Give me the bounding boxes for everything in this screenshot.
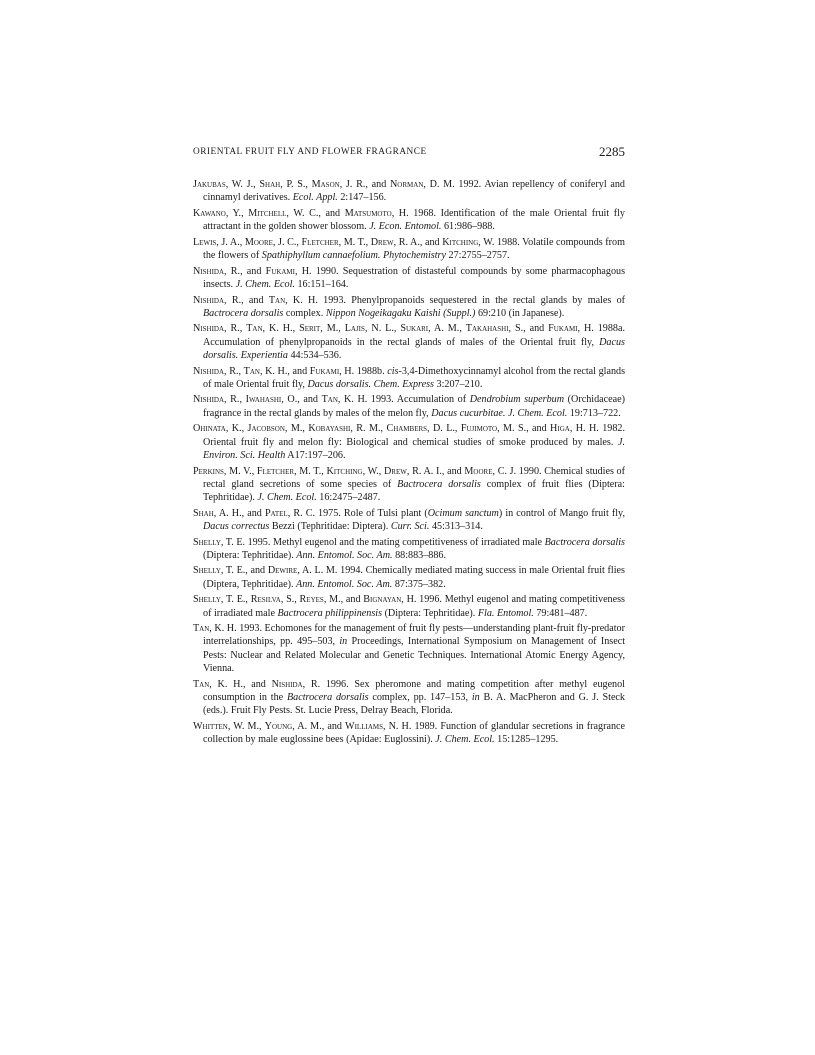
italic-text: Bactrocera dorsalis: [203, 307, 284, 319]
reference-text: , T. E., and: [220, 565, 268, 577]
italic-text: cis: [387, 365, 399, 377]
reference-text: 3:207–210.: [433, 378, 483, 390]
reference-text: ) in control of Mango fruit fly,: [498, 507, 625, 519]
italic-text: Fla. Entomol.: [477, 607, 534, 619]
reference-entry: [193, 294, 625, 321]
reference-text: , W. J.,: [225, 179, 260, 190]
reference-text: , M.,: [320, 323, 345, 335]
author-name: Shah: [193, 507, 214, 519]
author-name: Higa: [550, 423, 570, 435]
reference-text: complex, pp. 147–153,: [368, 691, 472, 703]
reference-entry: [193, 536, 625, 563]
author-name: Mitchell: [248, 207, 287, 219]
reference-text: , N. H. 1989. Function of glandular secretions in fragrance collection by male euglossine bees (Apidae: Euglossini).: [203, 720, 626, 745]
reference-entry: [193, 564, 625, 591]
author-name: Drew: [370, 236, 394, 248]
reference-text: , W. M.,: [227, 720, 265, 732]
reference-text: 2:147–156.: [337, 192, 387, 204]
author-name: Tan: [268, 294, 286, 306]
reference-text: , N. L.,: [364, 323, 401, 335]
reference-text: , D. M. 1992. Avian repellency of coniferyl and cinnamyl derivatives.: [203, 179, 625, 204]
reference-text: , H. H. 1982. Oriental fruit fly and melon fly: Biological and chemical studies of smoke produced by males.: [203, 423, 625, 448]
reference-text: , W. 1988. Volatile compounds from the flowers of: [203, 236, 625, 262]
italic-text: Dendrobium superbum: [469, 394, 565, 406]
author-name: Fukami: [309, 365, 340, 377]
reference-text: , T. E.,: [220, 594, 251, 606]
reference-text: complex of fruit flies (Diptera: Tephritidae).: [203, 478, 625, 504]
reference-text: , J. A.,: [216, 236, 245, 248]
reference-text: 79:481–487.: [533, 607, 588, 619]
italic-text: Dacus dorsalis.: [307, 378, 372, 390]
reference-text: , H. 1968. Identification of the male Oriental fruit fly attractant in the golden shower blossom.: [203, 207, 625, 233]
reference-entry: [193, 465, 625, 505]
author-name: Whitten: [193, 720, 228, 732]
reference-text: Bezzi (Tephritidae: Diptera).: [269, 520, 391, 532]
reference-text: B. A. MacPheron and G. J. Steck (eds.). Fruit Fly Pests. St. Lucie Press, Delray Beach, Florida.: [203, 691, 625, 717]
reference-text: , K. H.,: [262, 323, 300, 335]
author-name: Nishida: [271, 678, 303, 690]
reference-entry: [193, 593, 625, 620]
author-name: Shah: [259, 179, 281, 190]
author-name: Kobayashi: [308, 423, 351, 435]
reference-text: , M. T.,: [294, 465, 327, 477]
reference-text: , H. 1990. Sequestration of distasteful compounds by some pharmacophagous insects.: [203, 265, 626, 290]
reference-text: , K. H., and: [209, 678, 272, 690]
reference-text: , M., and: [323, 594, 364, 606]
reference-text: , R., and: [224, 294, 269, 306]
author-name: Mason: [311, 179, 340, 190]
reference-entry: [193, 265, 625, 292]
author-name: Serit: [299, 323, 321, 335]
reference-text: , J. C.,: [272, 236, 302, 248]
author-name: Moore: [464, 465, 493, 477]
reference-entry: [193, 393, 625, 420]
reference-text: , M. V.,: [223, 465, 257, 477]
author-name: Moore: [244, 236, 273, 248]
italic-text: Ocimum sanctum: [427, 507, 499, 519]
italic-text: Experientia: [240, 349, 288, 361]
italic-text: Ecol. Appl.: [292, 192, 338, 204]
italic-text: J. Chem. Ecol.: [507, 407, 568, 419]
author-name: Dewire: [267, 565, 298, 577]
reference-text: , R., and: [224, 265, 266, 277]
reference-text: , R.,: [224, 394, 246, 406]
reference-text: 16:2475–2487.: [316, 492, 381, 504]
italic-text: Chem. Express: [373, 378, 434, 390]
reference-entry: [193, 365, 625, 392]
author-name: Fukami: [265, 265, 295, 277]
reference-text: , R. C. 1975. Role of Tulsi plant (: [287, 507, 428, 519]
reference-text: , J. R., and: [339, 179, 390, 190]
author-name: Ohinata: [193, 423, 226, 435]
reference-text: , H. 1988b.: [339, 365, 388, 377]
author-name: Nishida: [193, 323, 225, 335]
author-name: Jakubas: [193, 179, 226, 190]
reference-text: , A. M., and: [292, 720, 346, 732]
reference-text: (Diptera: Tephritidae).: [203, 549, 297, 561]
author-name: Young: [264, 720, 293, 732]
author-name: Nishida: [193, 265, 225, 277]
reference-text: , M. T.,: [338, 236, 371, 248]
page-number: 2285: [599, 144, 625, 159]
reference-text: 16:151–164.: [294, 278, 349, 290]
reference-text: -3,4-Dimethoxycinnamyl alcohol from the rectal glands of male Oriental fruit fly,: [203, 365, 626, 390]
reference-text: complex.: [283, 307, 326, 319]
reference-list: [193, 178, 625, 749]
reference-text: , H. 1988a. Accumulation of phenylpropanoids in the rectal glands of males of the Oriental fruit fly,: [203, 323, 626, 348]
italic-text: Nippon Nogeikagaku Kaishi (Suppl.): [325, 307, 476, 319]
reference-entry: [193, 507, 625, 534]
reference-text: 45:313–314.: [429, 520, 483, 532]
reference-text: 15:1285–1295.: [494, 734, 559, 745]
reference-entry: [193, 178, 625, 205]
author-name: Lajis: [344, 323, 365, 335]
reference-text: (Orchidaceae) fragrance in the rectal glands by males of the melon fly,: [203, 394, 625, 419]
author-name: Drew: [383, 465, 407, 477]
author-name: Lewis: [193, 236, 217, 248]
reference-text: , R. A., and: [393, 236, 443, 248]
author-name: Shelly: [193, 536, 221, 548]
reference-entry: [193, 422, 625, 462]
italic-text: J. Environ. Sci. Health: [203, 436, 625, 461]
reference-entry: [193, 322, 625, 362]
author-name: Tan: [243, 365, 260, 377]
reference-text: , Y.,: [225, 207, 249, 219]
author-name: Nishida: [193, 365, 225, 377]
author-name: Norman: [390, 179, 424, 190]
author-name: Fujimoto: [460, 423, 498, 435]
reference-text: , R. M.,: [350, 423, 387, 435]
author-name: Matsumoto: [344, 207, 392, 219]
reference-text: , S.,: [280, 594, 300, 606]
italic-text: J. Chem. Ecol.: [235, 278, 295, 290]
reference-text: 69:210 (in Japanese).: [475, 307, 565, 319]
author-name: Bignayan: [363, 594, 402, 606]
author-name: Tan: [193, 678, 210, 690]
italic-text: Spathiphyllum cannaefolium.: [261, 250, 381, 262]
italic-text: Dacus dorsalis.: [203, 336, 625, 361]
reference-text: 44:534–536.: [287, 349, 342, 361]
author-name: Tan: [246, 323, 263, 335]
reference-text: A17:197–206.: [285, 449, 346, 461]
reference-text: , K. H. 1993. Accumulation of: [337, 394, 470, 406]
reference-text: , T. E. 1995. Methyl eugenol and the mating competitiveness of irradiated male: [220, 536, 545, 548]
author-name: Fletcher: [301, 236, 339, 248]
reference-text: , R. A. I., and: [406, 465, 465, 477]
reference-text: , M. S., and: [497, 423, 551, 435]
author-name: Kitching: [442, 236, 479, 248]
reference-text: , K. H. 1993. Phenylpropanoids sequestered in the rectal glands by males of: [285, 294, 626, 306]
italic-text: Bactrocera philippinensis: [277, 607, 383, 619]
reference-text: , M.,: [284, 423, 309, 435]
reference-text: , W.,: [362, 465, 384, 477]
author-name: Fletcher: [256, 465, 295, 477]
reference-text: , W. C., and: [286, 207, 345, 219]
author-name: Kitching: [326, 465, 363, 477]
reference-text: , D. L.,: [427, 423, 461, 435]
italic-text: J. Chem. Ecol.: [257, 492, 317, 504]
reference-entry: [193, 207, 625, 234]
italic-text: Dacus correctus: [203, 520, 270, 532]
reference-text: 87:375–382.: [392, 578, 446, 590]
italic-text: in: [471, 691, 480, 703]
author-name: Iwahashi: [245, 394, 282, 406]
author-name: Patel: [264, 507, 288, 519]
reference-entry: [193, 622, 625, 675]
author-name: Nishida: [193, 394, 225, 406]
author-name: Resilva: [250, 594, 281, 606]
reference-text: (Diptera: Tephritidae).: [382, 607, 478, 619]
running-title: ORIENTAL FRUIT FLY AND FLOWER FRAGRANCE: [193, 147, 427, 157]
reference-entry: [193, 236, 625, 263]
author-name: Shelly: [193, 594, 221, 606]
author-name: Tan: [193, 623, 210, 635]
italic-text: Bactrocera dorsalis: [397, 478, 481, 490]
reference-text: , H. 1996. Methyl eugenol and mating competitiveness of irradiated male: [203, 594, 625, 619]
reference-text: , A. M.,: [428, 323, 466, 335]
italic-text: Ann. Entomol. Soc. Am.: [296, 578, 393, 590]
italic-text: J. Econ. Entomol.: [369, 221, 442, 233]
reference-text: , P. S.,: [280, 179, 312, 190]
italic-text: Bactrocera dorsalis: [544, 536, 625, 548]
italic-text: J. Chem. Ecol.: [435, 734, 495, 745]
reference-text: , S., and: [508, 323, 549, 335]
reference-text: Proceedings, International Symposium on Management of Insect Pests: Nuclear and Related Molecular and Genetic Techniques. International Atomic Energy Agency, Vienna.: [203, 636, 626, 674]
reference-entry: [193, 720, 625, 747]
reference-text: , A. H., and: [213, 507, 265, 519]
italic-text: Dacus cucurbitae.: [431, 407, 506, 419]
reference-text: 61:986–988.: [441, 221, 495, 233]
italic-text: Ann. Entomol. Soc. Am.: [296, 549, 393, 561]
italic-text: Bactrocera dorsalis: [286, 691, 369, 703]
author-name: Williams: [345, 720, 383, 732]
reference-text: , R.,: [224, 365, 244, 377]
italic-text: Phytochemistry: [382, 250, 446, 262]
reference-text: , K. H. 1993. Echomones for the management of fruit fly pests—understanding plant-fruit fly-predator interrelationships, pp. 495–503,: [203, 623, 625, 648]
reference-text: , A. L. M. 1994. Chemically mediated mating success in male Oriental fruit flies (Diptera, Tephritidae).: [203, 565, 625, 590]
author-name: Sukari: [400, 323, 429, 335]
author-name: Reyes: [299, 594, 324, 606]
author-name: Takahashi: [465, 323, 509, 335]
reference-text: , C. J. 1990. Chemical studies of rectal gland secretions of some species of: [203, 465, 625, 490]
reference-text: , K.,: [225, 423, 248, 435]
author-name: Kawano: [193, 207, 226, 219]
author-name: Fukami: [548, 323, 578, 335]
italic-text: in: [339, 636, 348, 648]
author-name: Jacobson: [247, 423, 285, 435]
running-head: [193, 145, 625, 161]
reference-text: , R. 1996. Sex pheromone and mating competition after methyl eugenol consumption in the: [203, 678, 625, 703]
reference-entry: [193, 678, 625, 718]
reference-text: 27:2755–2757.: [445, 250, 510, 262]
reference-text: 19:713–722.: [567, 407, 621, 419]
reference-text: 88:883–886.: [392, 549, 447, 561]
italic-text: Curr. Sci.: [390, 520, 430, 532]
author-name: Shelly: [193, 565, 221, 577]
reference-text: , R.,: [224, 323, 247, 335]
reference-text: , K. H., and: [259, 365, 310, 377]
author-name: Chambers: [386, 423, 428, 435]
author-name: Perkins: [193, 465, 224, 477]
reference-text: , O., and: [281, 394, 322, 406]
author-name: Tan: [321, 394, 338, 406]
author-name: Nishida: [193, 294, 225, 306]
